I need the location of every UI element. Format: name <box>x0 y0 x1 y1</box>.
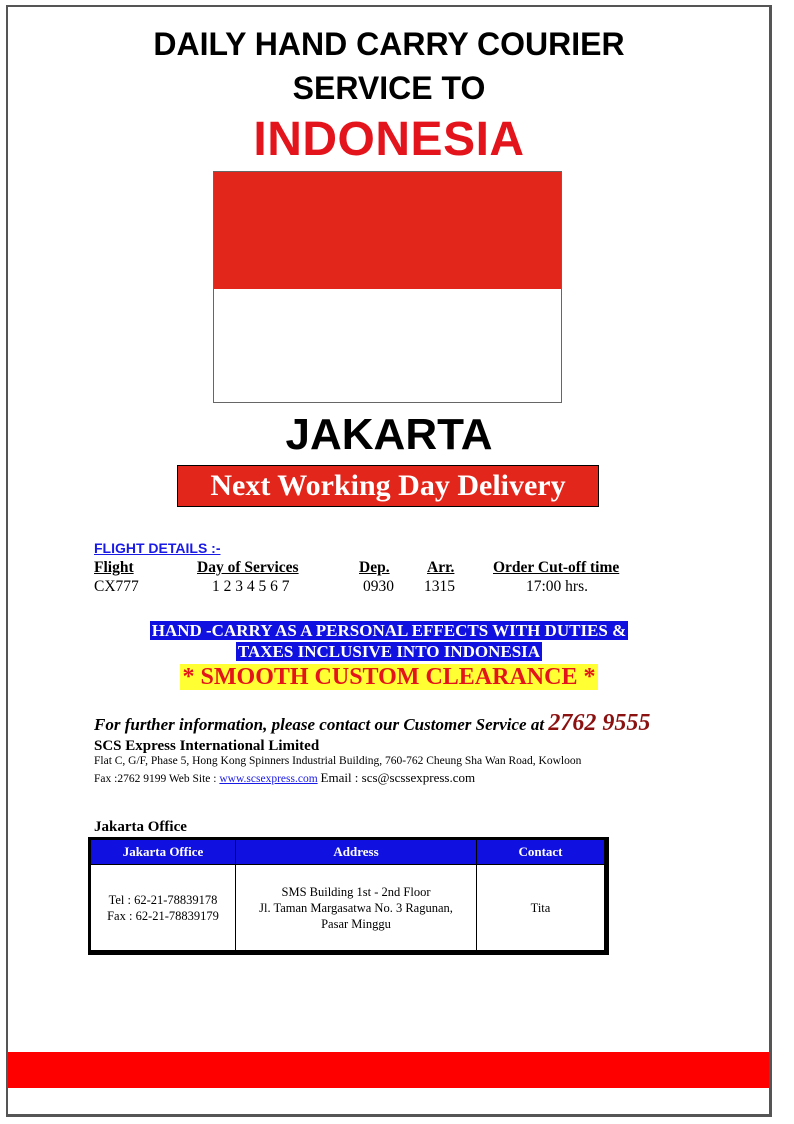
office-phone-cell <box>91 865 236 951</box>
contact-col-header: Contact <box>477 840 605 865</box>
contact-prompt-text: For further information, please contact our Customer Service at <box>94 715 545 734</box>
address-line-3: Pasar Minggu <box>321 916 391 931</box>
table-row <box>91 865 605 951</box>
address-line-2: Jl. Taman Margasatwa No. 3 Ragunan, <box>259 900 453 915</box>
office-contact-cell: Tita <box>477 865 605 951</box>
cutoff-col-header: Order Cut-off time <box>493 559 620 576</box>
office-table <box>88 837 609 955</box>
email-label: Email : scs@scssexpress.com <box>320 770 476 785</box>
notice-line-1: HAND -CARRY AS A PERSONAL EFFECTS WITH DUTIES & <box>151 621 627 640</box>
fax-label: Fax :2762 9199 Web Site : <box>94 773 217 785</box>
delivery-badge: Next Working Day Delivery <box>177 465 599 507</box>
city-title: JAKARTA <box>285 410 493 459</box>
fax-web-email-line <box>94 770 475 786</box>
indonesia-flag <box>213 171 562 403</box>
smooth-clearance-text: * SMOOTH CUSTOM CLEARANCE * <box>180 664 599 690</box>
address-col-header: Address <box>236 840 477 865</box>
dep-col-header: Dep. <box>359 559 390 576</box>
departure-time: 0930 <box>363 578 394 595</box>
days-of-service: 1 2 3 4 5 6 7 <box>212 578 290 595</box>
flag-white-band <box>214 289 561 402</box>
company-name: SCS Express International Limited <box>94 738 320 754</box>
cutoff-time: 17:00 hrs. <box>526 578 588 595</box>
arr-col-header: Arr. <box>427 559 455 576</box>
title-line-2: SERVICE TO <box>292 70 486 106</box>
customer-service-phone: 2762 9555 <box>548 710 651 736</box>
office-heading: Jakarta Office <box>94 819 187 835</box>
office-col-header: Jakarta Office <box>91 840 236 865</box>
contact-prompt <box>94 710 650 737</box>
website-link[interactable]: www.scsexpress.com <box>219 773 318 785</box>
flight-number: CX777 <box>94 578 139 595</box>
flight-col-header: Flight <box>94 559 134 576</box>
office-fax: Fax : 62-21-78839179 <box>107 908 219 923</box>
address-line-1: SMS Building 1st - 2nd Floor <box>281 884 431 899</box>
notice-line-2: TAXES INCLUSIVE INTO INDONESIA <box>237 642 541 661</box>
arrival-time: 1315 <box>424 578 455 595</box>
smooth-clearance-banner <box>0 664 778 691</box>
company-address: Flat C, G/F, Phase 5, Hong Kong Spinners Industrial Building, 760-762 Cheung Sha Wan Road, Kowloon <box>94 755 582 767</box>
country-title: INDONESIA <box>253 113 525 166</box>
flight-details-heading: FLIGHT DETAILS :- <box>94 540 221 556</box>
flag-red-band <box>214 172 561 289</box>
days-col-header: Day of Services <box>197 559 299 576</box>
office-tel: Tel : 62-21-78839178 <box>108 892 218 907</box>
hand-carry-notice <box>0 620 778 662</box>
office-address-cell <box>236 865 477 951</box>
footer-red-bar <box>8 1052 769 1088</box>
title-line-1: DAILY HAND CARRY COURIER <box>153 26 625 62</box>
